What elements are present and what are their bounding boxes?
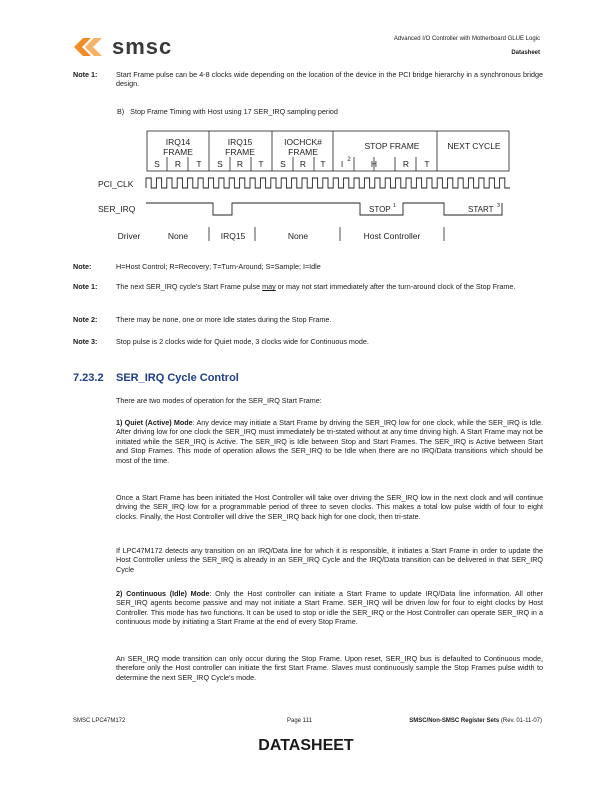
start-frame-paragraph: Once a Start Frame has been initiated the Host Controller will take over driving the SER_IRQ low in the next clock and will continue driving the SER_IRQ low for a programmable period of three to seven clocks. This makes a total low pulse width of four to eight clocks. Finally, the Host Controller will drive the SER_IRQ back high for one clock, then tri-state. (116, 493, 543, 521)
pci-clk-label: PCI_CLK (98, 179, 134, 189)
intro-paragraph: There are two modes of operation for the SER_IRQ Start Frame: (116, 396, 322, 405)
brand-name: smsc (112, 34, 173, 59)
continuous-mode-heading: 2) Continuous (Idle) Mode (116, 589, 210, 598)
quiet-mode-heading: 1) Quiet (Active) Mode (116, 418, 193, 427)
note-1-text: The next SER_IRQ cycle’s Start Frame pulse may or may not start immediately after the turn-around clock of the Stop Frame. (116, 282, 516, 291)
footer-left: SMSC LPC47M172 (73, 718, 126, 724)
note-2-label: Note 2: (73, 315, 98, 324)
timing-diagram (96, 129, 526, 251)
note-1-emphasis: may (262, 282, 276, 291)
stop-t: T (424, 159, 430, 169)
note-1 (73, 282, 543, 291)
frame-3-l2: FRAME (288, 147, 318, 157)
pci-clk-waveform (146, 178, 510, 188)
header-title: Advanced I/O Controller with Motherboard GLUE Logic (393, 36, 540, 42)
stop-r: R (402, 159, 410, 169)
idle-label: I (340, 159, 344, 169)
figure-caption: B) Stop Frame Timing with Host using 17 SER_IRQ sampling period (117, 107, 338, 116)
frame-3-l1: IOCHCK# (284, 137, 322, 147)
srt-s-1: S (154, 159, 160, 169)
driver-none-2: None (287, 231, 309, 241)
note-2-text: There may be none, one or more Idle states during the Stop Frame. (116, 315, 332, 324)
driver-host: Host Controller (363, 231, 421, 241)
note-legend-text: H=Host Control; R=Recovery; T=Turn-Around; S=Sample; I=Idle (116, 262, 321, 271)
frame-2-l2: FRAME (225, 147, 255, 157)
footer-page: Page 111 (287, 718, 312, 724)
note-top-text: Start Frame pulse can be 4-8 clocks wide depending on the location of the device in the PCI bridge hierarchy in a synchronous bridge design. (116, 70, 543, 89)
frame-2-l1: IRQ15 (227, 137, 253, 147)
next-cycle-label: NEXT CYCLE (447, 141, 501, 151)
driver-title: Driver (117, 231, 141, 241)
note-3-text: Stop pulse is 2 clocks wide for Quiet mode, 3 clocks wide for Continuous mode. (116, 337, 369, 346)
transition-paragraph: If LPC47M172 detects any transition on an IRQ/Data line for which it is responsible, it initiates a Start Frame in order to update the Host Controller unless the SER_IRQ is already in an SER_IRQ Cycle and the IRQ/Data transition can be delivered in that SER_IRQ Cycle (116, 546, 543, 574)
ser-irq-label: SER_IRQ (98, 204, 136, 214)
note-1-label: Note 1: (73, 282, 98, 291)
start-pulse-sup: 3 (497, 203, 501, 209)
footer-datasheet: DATASHEET (258, 737, 354, 754)
section-number: 7.23.2 (73, 372, 104, 384)
frame-1-l2: FRAME (163, 147, 193, 157)
header-doc-type: Datasheet (511, 50, 540, 56)
note-legend-label: Note: (73, 262, 92, 271)
ser-irq-waveform (146, 203, 502, 215)
section-title: SER_IRQ Cycle Control (116, 372, 239, 384)
note-2 (73, 315, 543, 324)
stop-pulse-sup: 1 (393, 203, 397, 209)
srt-r-1: R (174, 159, 182, 169)
quiet-mode-paragraph: 1) Quiet (Active) Mode: Any device may initiate a Start Frame by driving the SER_IRQ low for one clock, while the SER_IRQ is Idle. After driving low for one clock the SER_IRQ must immediately be tri-stated without at any time driving high. A Start Frame may not be initiated while the SER_IRQ is Active. The SER_IRQ is Idle between Stop and Start Frames. The SER_IRQ is Active between Start and Stop Frames. This mode of operation allows the SER_IRQ to be Idle when there are no IRQ/Data transitions which should be most of the time. (116, 418, 543, 465)
srt-r-3: R (299, 159, 307, 169)
srt-r-2: R (236, 159, 244, 169)
srt-s-2: S (217, 159, 223, 169)
srt-t-2: T (258, 159, 264, 169)
driver-irq15: IRQ15 (220, 231, 246, 241)
smsc-logo (72, 34, 212, 60)
stop-frame-label: STOP FRAME (364, 141, 420, 151)
stop-h: H (370, 159, 378, 169)
footer-right: SMSC/Non-SMSC Register Sets (Rev. 01-11-07) (409, 718, 542, 724)
srt-t-3: T (320, 159, 326, 169)
note-3-label: Note 3: (73, 337, 98, 346)
note-top (73, 70, 543, 89)
driver-none-1: None (167, 231, 189, 241)
idle-sup: 2 (347, 157, 351, 163)
stop-pulse-label: STOP (369, 205, 391, 214)
srt-s-3: S (280, 159, 286, 169)
mode-transition-paragraph: An SER_IRQ mode transition can only occur during the Stop Frame. Upon reset, SER_IRQ bus is defaulted to Continuous mode, therefore only the Host controller can initiate the first Start Frame. Slaves must continuously sample the Stop Frames pulse width to determine the next SER_IRQ Cycle’s mode. (116, 654, 543, 682)
continuous-mode-paragraph: 2) Continuous (Idle) Mode: Only the Host controller can initiate a Start Frame to update IRQ/Data line information. All other SER_IRQ agents become passive and may not initiate a Start Frame. SER_IRQ will be driven low for four to eight clocks by Host Controller. This mode has two functions. It can be used to stop or idle the SER_IRQ or the Host Controller can operate SER_IRQ in a continuous mode by initiating a Start Frame at the end of every Stop Frame. (116, 589, 543, 627)
start-pulse-label: START (468, 205, 494, 214)
frame-1-l1: IRQ14 (165, 137, 191, 147)
note-legend (73, 262, 543, 271)
note-top-label: Note 1: (73, 70, 98, 79)
note-3 (73, 337, 543, 346)
srt-t-1: T (196, 159, 202, 169)
